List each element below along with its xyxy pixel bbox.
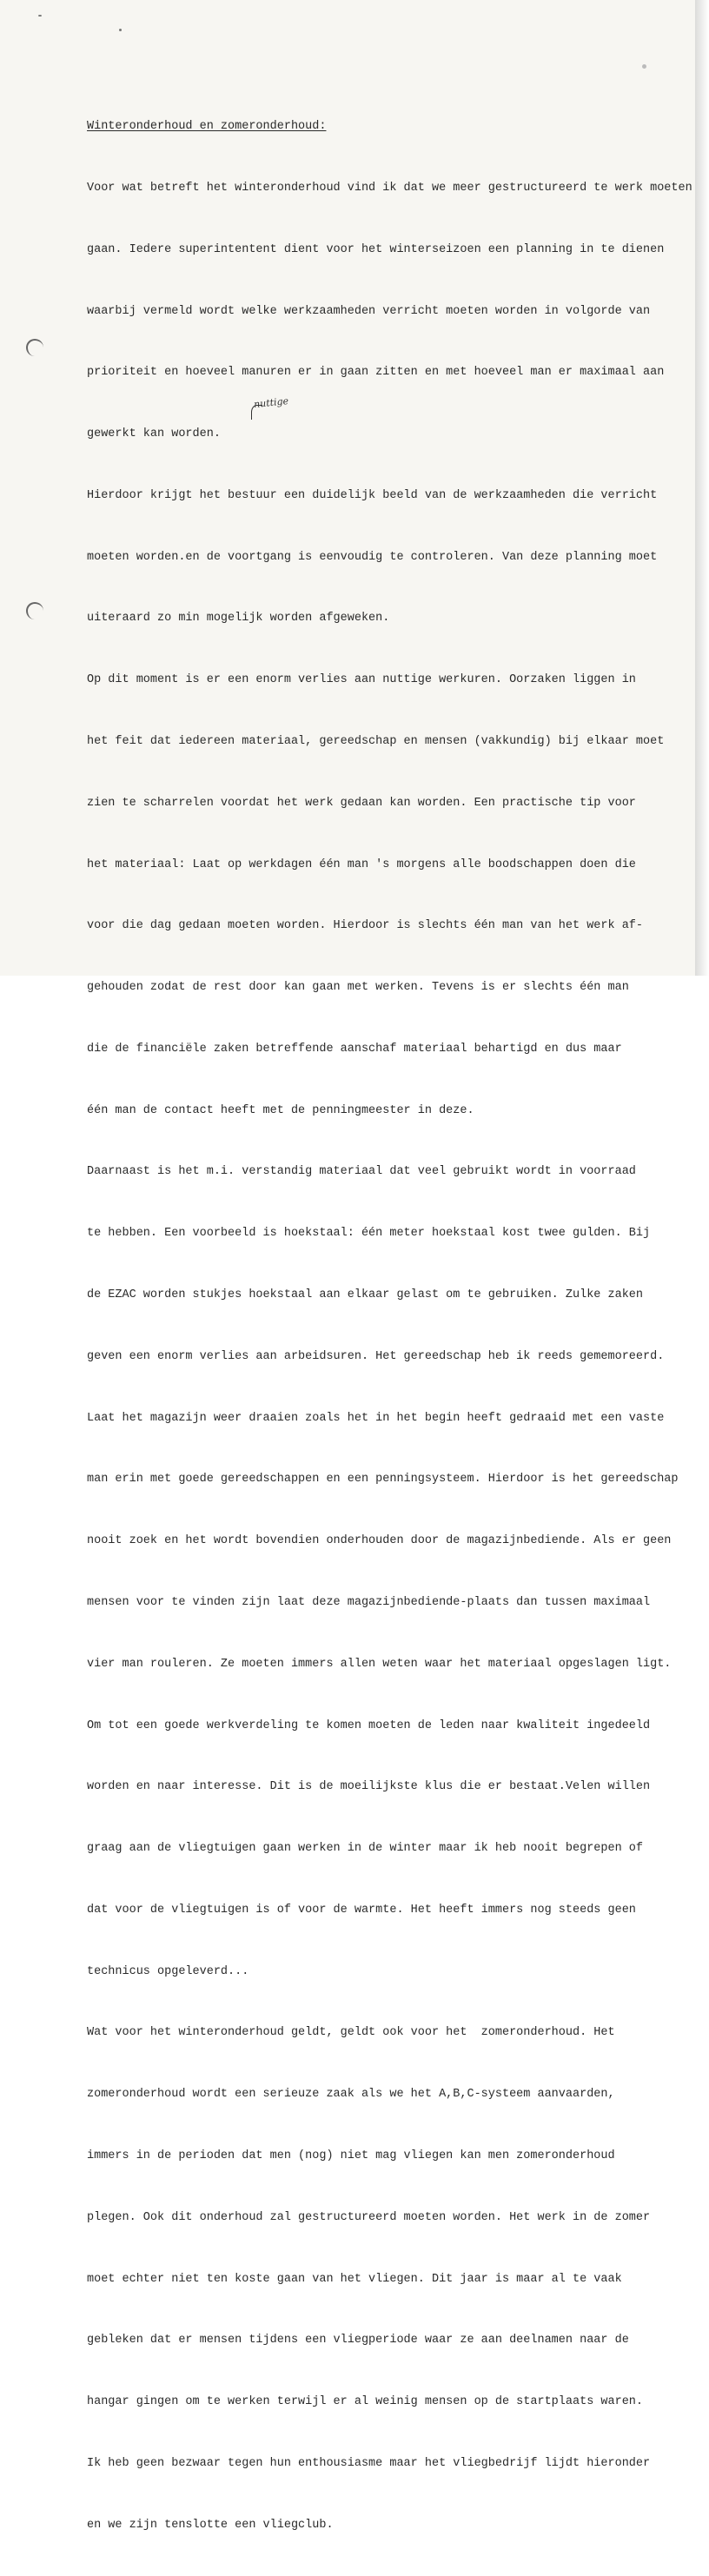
paper-speck [119, 29, 122, 31]
text-line: te hebben. Een voorbeeld is hoekstaal: één meter hoekstaal kost twee gulden. Bij [87, 1227, 651, 1241]
text-line: voor die dag gedaan moeten worden. Hierdoor is slechts één man van het werk af- [87, 919, 644, 933]
text-line: Laat het magazijn weer draaien zoals het in het begin heeft gedraaid met een vaste [87, 1411, 665, 1425]
punch-hole-lower [26, 602, 43, 619]
text-line: nooit zoek en het wordt bovendien onderhouden door de magazijnbediende. Als er geen [87, 1534, 672, 1548]
text-line: prioriteit en hoeveel manuren er in gaan zitten en met hoeveel man er maximaal aan [87, 366, 665, 380]
document-body [87, 76, 695, 2576]
text-line: Wat voor het winteronderhoud geldt, geldt ook voor het zomeronderhoud. Het [87, 2026, 615, 2040]
text-line: moeten worden.en de voortgang is eenvoudig te controleren. Van deze planning moet [87, 550, 658, 564]
text-line: zomeronderhoud wordt een serieuze zaak als we het A,B,C-systeem aanvaarden, [87, 2088, 615, 2102]
text-line: gewerkt kan worden. [87, 427, 221, 441]
text-line: plegen. Ook dit onderhoud zal gestructureerd moeten worden. Het werk in de zomer [87, 2210, 651, 2224]
document-heading: Winteronderhoud en zomeronderhoud: [87, 120, 327, 134]
text-line: Om tot een goede werkverdeling te komen moeten de leden naar kwaliteit ingedeeld [87, 1718, 651, 1732]
text-line: en we zijn tenslotte een vliegclub. [87, 2518, 334, 2532]
text-line: dat voor de vliegtuigen is of voor de warmte. Het heeft immers nog steeds geen [87, 1903, 636, 1917]
text-line: zien te scharrelen voordat het werk gedaan kan worden. Een practische tip voor [87, 796, 636, 810]
text-line: het feit dat iedereen materiaal, gereedschap en mensen (vakkundig) bij elkaar moet [87, 735, 665, 748]
text-line: Op dit moment is er een enorm verlies aan nuttige werkuren. Oorzaken liggen in [87, 673, 636, 687]
scan-edge [695, 0, 709, 976]
text-line: technicus opgeleverd... [87, 1964, 249, 1978]
text-line: Voor wat betreft het winteronderhoud vind ik dat we meer gestructureerd te werk moeten [87, 181, 692, 195]
handwritten-annotation: nuttige [253, 394, 289, 411]
text-line: vier man rouleren. Ze moeten immers allen weten waar het materiaal opgeslagen ligt. [87, 1657, 672, 1671]
text-line: graag aan de vliegtuigen gaan werken in de winter maar ik heb nooit begrepen of [87, 1842, 644, 1856]
text-line: één man de contact heeft met de penningmeester in deze. [87, 1103, 474, 1117]
text-line: man erin met goede gereedschappen en een penningsysteem. Hierdoor is het gereedschap [87, 1473, 679, 1487]
text-line: mensen voor te vinden zijn laat deze magazijnbediende-plaats dan tussen maximaal [87, 1595, 651, 1609]
text-line: Ik heb geen bezwaar tegen hun enthousiasme maar het vliegbedrijf lijdt hieronder [87, 2456, 651, 2470]
punch-hole-upper [26, 339, 43, 356]
text-line: Hierdoor krijgt het bestuur een duidelijk beeld van de werkzaamheden die verricht [87, 488, 658, 502]
text-line: geven een enorm verlies aan arbeidsuren. Het gereedschap heb ik reeds gememoreerd. [87, 1349, 665, 1363]
text-line: moet echter niet ten koste gaan van het vliegen. Dit jaar is maar al te vaak [87, 2272, 622, 2286]
text-line: hangar gingen om te werken terwijl er al weinig mensen op de startplaats waren. [87, 2395, 644, 2409]
text-line: het materiaal: Laat op werkdagen één man 's morgens alle boodschappen doen die [87, 858, 636, 871]
text-line: Daarnaast is het m.i. verstandig materiaal dat veel gebruikt wordt in voorraad [87, 1165, 636, 1179]
text-line: immers in de perioden dat men (nog) niet mag vliegen kan men zomeronderhoud [87, 2149, 615, 2162]
paper-speck [642, 64, 646, 69]
text-line: gehouden zodat de rest door kan gaan met werken. Tevens is er slechts één man [87, 981, 629, 995]
text-line: waarbij vermeld wordt welke werkzaamheden verricht moeten worden in volgorde van [87, 304, 651, 318]
text-line: worden en naar interesse. Dit is de moeilijkste klus die er bestaat.Velen willen [87, 1780, 651, 1794]
text-line: die de financiële zaken betreffende aanschaf materiaal behartigd en dus maar [87, 1042, 622, 1056]
text-line: uiteraard zo min mogelijk worden afgeweken. [87, 612, 390, 626]
paper-speck [38, 15, 42, 17]
text-line: de EZAC worden stukjes hoekstaal aan elkaar gelast om te gebruiken. Zulke zaken [87, 1288, 644, 1302]
text-line: gebleken dat er mensen tijdens een vliegperiode waar ze aan deelnamen naar de [87, 2334, 629, 2348]
text-line: gaan. Iedere superintentent dient voor het winterseizoen een planning in te dienen [87, 242, 665, 256]
